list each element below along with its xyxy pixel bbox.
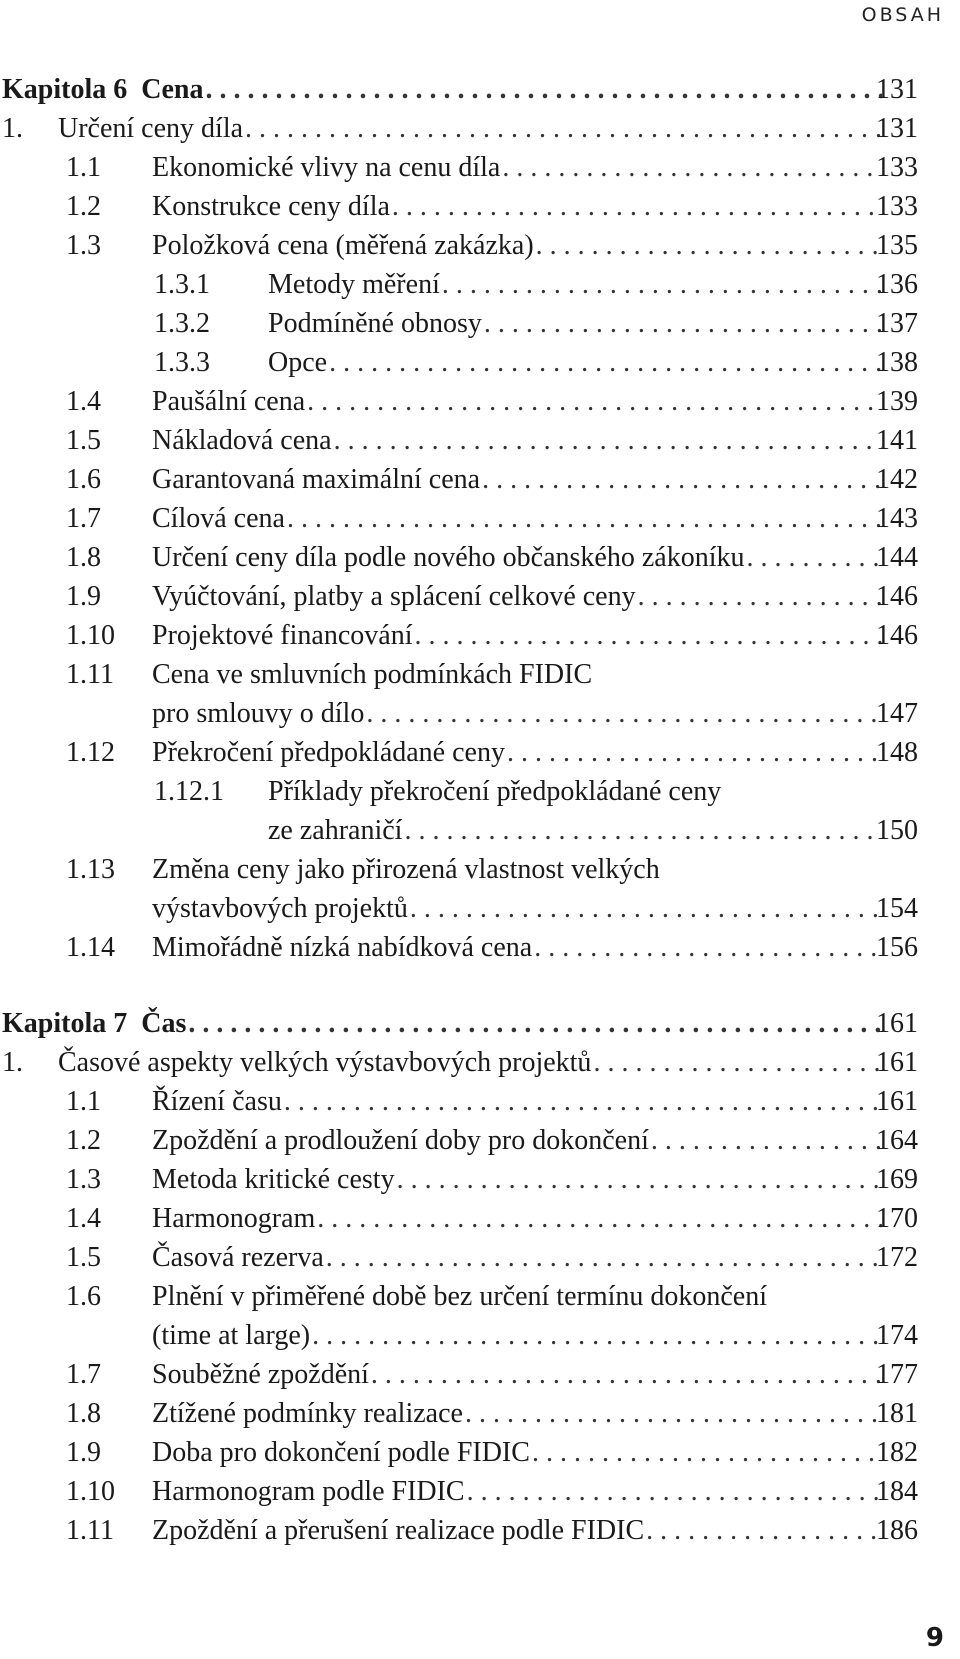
- toc-entry-number: 1.9: [66, 581, 101, 612]
- table-of-contents: [0, 70, 960, 1550]
- toc-page-number: 139: [876, 386, 918, 417]
- toc-chapter-heading[interactable]: [0, 70, 960, 109]
- toc-page-number: 135: [876, 230, 918, 261]
- toc-entry[interactable]: [0, 421, 960, 460]
- toc-page-number: 133: [876, 191, 918, 222]
- toc-entry[interactable]: [0, 1238, 960, 1277]
- toc-entry-number: 1.: [2, 1047, 23, 1078]
- toc-entry[interactable]: [0, 1082, 960, 1121]
- dot-leader: [371, 1355, 882, 1394]
- toc-entry-title: Zpoždění a prodloužení doby pro dokončení: [152, 1125, 649, 1156]
- dot-leader: [532, 1433, 882, 1472]
- toc-entry[interactable]: [0, 733, 960, 772]
- toc-entry[interactable]: [0, 772, 960, 811]
- dot-leader: [317, 1199, 882, 1238]
- toc-entry[interactable]: [0, 1160, 960, 1199]
- dot-leader: [482, 460, 882, 499]
- toc-page-number: 169: [876, 1164, 918, 1195]
- toc-entry-number: 1.: [2, 113, 23, 144]
- toc-entry-number: 1.5: [66, 1242, 101, 1273]
- toc-entry[interactable]: [0, 616, 960, 655]
- toc-page-number: 143: [876, 503, 918, 534]
- toc-entry-title-line: [152, 733, 882, 772]
- toc-page-number: 136: [876, 269, 918, 300]
- toc-entry-number: 1.3: [66, 1164, 101, 1195]
- dot-leader: [467, 1472, 882, 1511]
- toc-entry-title: Položková cena (měřená zakázka): [152, 230, 534, 261]
- toc-entry-title: Projektové financování: [152, 620, 413, 651]
- toc-chapter-title-line: [2, 1004, 882, 1043]
- toc-entry-title-line: [152, 1316, 882, 1355]
- toc-entry-title: Změna ceny jako přirozená vlastnost velkých: [152, 854, 660, 885]
- toc-entry-title: Nákladová cena: [152, 425, 332, 456]
- toc-entry[interactable]: [0, 1433, 960, 1472]
- toc-entry-title: výstavbových projektů: [152, 893, 408, 924]
- toc-entry-continuation: [0, 811, 960, 850]
- toc-entry-title-line: [152, 187, 882, 226]
- toc-entry[interactable]: [0, 1043, 960, 1082]
- dot-leader: [245, 109, 882, 148]
- toc-entry-title: Harmonogram: [152, 1203, 316, 1234]
- toc-page-number: 181: [876, 1398, 918, 1429]
- toc-entry-title: Časové aspekty velkých výstavbových projektů: [58, 1047, 592, 1078]
- toc-entry-title-line: [152, 460, 882, 499]
- toc-entry-title-line: [152, 1238, 882, 1277]
- toc-page-number: 156: [876, 932, 918, 963]
- toc-entry-title: Doba pro dokončení podle FIDIC: [152, 1437, 530, 1468]
- toc-entry-title-line: [152, 382, 882, 421]
- toc-entry[interactable]: [0, 1199, 960, 1238]
- toc-entry-number: 1.4: [66, 1203, 101, 1234]
- chapter-gap: [0, 967, 960, 1004]
- toc-entry-title: pro smlouvy o dílo: [152, 698, 365, 729]
- toc-chapter-heading[interactable]: [0, 1004, 960, 1043]
- toc-page-number: 161: [876, 1086, 918, 1117]
- toc-entry[interactable]: [0, 1121, 960, 1160]
- toc-entry-number: 1.12.1: [154, 776, 224, 807]
- toc-entry-title: Překročení předpokládané ceny: [152, 737, 505, 768]
- toc-page-number: 170: [876, 1203, 918, 1234]
- dot-leader: [326, 1238, 882, 1277]
- toc-page-number: 150: [876, 815, 918, 846]
- toc-entry-title: Plnění v přiměřené době bez určení termínu dokončení: [152, 1281, 768, 1312]
- toc-page-number: 131: [876, 74, 918, 105]
- dot-leader: [536, 226, 882, 265]
- toc-entry[interactable]: [0, 343, 960, 382]
- toc-entry-number: 1.8: [66, 542, 101, 573]
- toc-page-number: 138: [876, 347, 918, 378]
- toc-entry-number: 1.11: [66, 1515, 114, 1546]
- toc-entry-title: Zpoždění a přerušení realizace podle FIDIC: [152, 1515, 645, 1546]
- toc-entry[interactable]: [0, 109, 960, 148]
- toc-entry-number: 1.1: [66, 152, 101, 183]
- toc-entry-title: Cílová cena: [152, 503, 285, 534]
- toc-page-number: 184: [876, 1476, 918, 1507]
- toc-page-number: 154: [876, 893, 918, 924]
- toc-entry-title: Časová rezerva: [152, 1242, 324, 1273]
- chapter-label: Kapitola 6 Cena: [2, 74, 204, 105]
- toc-page-number: 142: [876, 464, 918, 495]
- toc-entry-number: 1.10: [66, 1476, 115, 1507]
- toc-chapter-title-line: [2, 70, 882, 109]
- dot-leader: [392, 187, 882, 226]
- toc-page-number: 146: [876, 581, 918, 612]
- toc-entry-title-line: [152, 889, 882, 928]
- toc-entry-number: 1.13: [66, 854, 115, 885]
- toc-entry-title-line: [58, 109, 882, 148]
- toc-entry[interactable]: [0, 928, 960, 967]
- toc-entry[interactable]: [0, 304, 960, 343]
- toc-entry-number: 1.3.1: [154, 269, 210, 300]
- toc-entry-title-line: [152, 538, 882, 577]
- dot-leader: [638, 577, 882, 616]
- toc-entry-number: 1.6: [66, 464, 101, 495]
- page-number: 9: [925, 1623, 944, 1653]
- toc-page-number: 161: [876, 1047, 918, 1078]
- toc-entry-title-line: [268, 304, 882, 343]
- dot-leader: [410, 889, 882, 928]
- toc-entry-title-line: [152, 850, 882, 889]
- toc-page-number: 137: [876, 308, 918, 339]
- toc-entry-title: Vyúčtování, platby a splácení celkové ceny: [152, 581, 636, 612]
- dot-leader: [534, 928, 882, 967]
- toc-entry-title-line: [152, 577, 882, 616]
- toc-entry-number: 1.6: [66, 1281, 101, 1312]
- dot-leader: [366, 694, 882, 733]
- toc-entry[interactable]: [0, 265, 960, 304]
- toc-page-number: 131: [876, 113, 918, 144]
- toc-entry-title-line: [152, 1355, 882, 1394]
- dot-leader: [312, 1316, 882, 1355]
- toc-entry-title: Metody měření: [268, 269, 440, 300]
- toc-entry-number: 1.3.3: [154, 347, 210, 378]
- toc-entry-title-line: [268, 772, 882, 811]
- toc-entry-title: Garantovaná maximální cena: [152, 464, 481, 495]
- toc-page-number: 186: [876, 1515, 918, 1546]
- toc-entry-title: Konstrukce ceny díla: [152, 191, 390, 222]
- toc-entry[interactable]: [0, 538, 960, 577]
- toc-entry[interactable]: [0, 1394, 960, 1433]
- toc-entry-title-line: [152, 1199, 882, 1238]
- dot-leader: [746, 538, 882, 577]
- dot-leader: [646, 1511, 882, 1550]
- toc-page-number: 148: [876, 737, 918, 768]
- toc-entry[interactable]: [0, 1277, 960, 1316]
- toc-page-number: 146: [876, 620, 918, 651]
- dot-leader: [484, 304, 882, 343]
- toc-entry-title: Souběžné zpoždění: [152, 1359, 369, 1390]
- toc-entry-title-line: [152, 616, 882, 655]
- toc-entry-number: 1.5: [66, 425, 101, 456]
- toc-entry-title: Příklady překročení předpokládané ceny: [268, 776, 722, 807]
- toc-page-number: 172: [876, 1242, 918, 1273]
- toc-entry-title: Ekonomické vlivy na cenu díla: [152, 152, 501, 183]
- toc-entry-title: Opce: [268, 347, 328, 378]
- dot-leader: [334, 421, 882, 460]
- toc-entry-number: 1.2: [66, 1125, 101, 1156]
- toc-entry[interactable]: [0, 850, 960, 889]
- toc-entry-title-line: [152, 928, 882, 967]
- toc-entry-number: 1.12: [66, 737, 115, 768]
- toc-entry-title-line: [152, 694, 882, 733]
- toc-entry-title: Řízení času: [152, 1086, 282, 1117]
- toc-entry-number: 1.11: [66, 659, 114, 690]
- toc-entry-number: 1.4: [66, 386, 101, 417]
- toc-page-number: 144: [876, 542, 918, 573]
- toc-entry-title-line: [152, 1121, 882, 1160]
- toc-entry-title: Určení ceny díla: [58, 113, 244, 144]
- toc-entry-title: (time at large): [152, 1320, 311, 1351]
- toc-entry-title-line: [152, 1160, 882, 1199]
- dot-leader: [507, 733, 882, 772]
- dot-leader: [442, 265, 882, 304]
- dot-leader: [414, 616, 882, 655]
- toc-entry-title: Podmíněné obnosy: [268, 308, 482, 339]
- toc-entry[interactable]: [0, 577, 960, 616]
- toc-entry-title: Harmonogram podle FIDIC: [152, 1476, 465, 1507]
- dot-leader: [404, 811, 882, 850]
- dot-leader: [329, 343, 882, 382]
- running-head: OBSAH: [861, 4, 944, 26]
- toc-entry[interactable]: [0, 499, 960, 538]
- toc-entry-title-line: [58, 1043, 882, 1082]
- toc-entry-title: ze zahraničí: [268, 815, 403, 846]
- toc-entry-title-line: [152, 1394, 882, 1433]
- toc-entry-title-line: [152, 1277, 882, 1316]
- toc-entry-number: 1.3.2: [154, 308, 210, 339]
- toc-entry-number: 1.8: [66, 1398, 101, 1429]
- toc-entry-title-line: [152, 655, 882, 694]
- dot-leader: [287, 499, 882, 538]
- toc-entry-title-line: [152, 226, 882, 265]
- toc-entry[interactable]: [0, 655, 960, 694]
- toc-page-number: 177: [876, 1359, 918, 1390]
- dot-leader: [502, 148, 882, 187]
- toc-entry-continuation: [0, 889, 960, 928]
- toc-entry-title-line: [268, 265, 882, 304]
- toc-entry-title: Metoda kritické cesty: [152, 1164, 395, 1195]
- toc-page-number: 164: [876, 1125, 918, 1156]
- dot-leader: [284, 1082, 882, 1121]
- toc-entry-title: Mimořádně nízká nabídková cena: [152, 932, 533, 963]
- dot-leader: [593, 1043, 882, 1082]
- toc-entry-number: 1.10: [66, 620, 115, 651]
- toc-page-number: 147: [876, 698, 918, 729]
- toc-entry[interactable]: [0, 460, 960, 499]
- toc-entry-title-line: [152, 1472, 882, 1511]
- toc-entry-title-line: [152, 1433, 882, 1472]
- toc-entry-number: 1.7: [66, 1359, 101, 1390]
- dot-leader: [307, 382, 882, 421]
- toc-page-number: 174: [876, 1320, 918, 1351]
- toc-entry[interactable]: [0, 1511, 960, 1550]
- toc-entry-title-line: [152, 1082, 882, 1121]
- toc-entry-title-line: [268, 343, 882, 382]
- dot-leader: [188, 1004, 882, 1043]
- dot-leader: [397, 1160, 882, 1199]
- toc-page-number: 133: [876, 152, 918, 183]
- toc-entry-title-line: [268, 811, 882, 850]
- toc-entry-continuation: [0, 694, 960, 733]
- toc-entry-number: 1.7: [66, 503, 101, 534]
- toc-entry-title: Cena ve smluvních podmínkách FIDIC: [152, 659, 593, 690]
- toc-page-number: 141: [876, 425, 918, 456]
- toc-entry[interactable]: [0, 226, 960, 265]
- toc-entry-number: 1.1: [66, 1086, 101, 1117]
- toc-entry-number: 1.3: [66, 230, 101, 261]
- toc-entry-title-line: [152, 499, 882, 538]
- dot-leader: [651, 1121, 882, 1160]
- toc-entry-number: 1.14: [66, 932, 115, 963]
- chapter-label: Kapitola 7 Čas: [2, 1008, 187, 1039]
- toc-entry-number: 1.9: [66, 1437, 101, 1468]
- toc-entry[interactable]: [0, 148, 960, 187]
- toc-entry-number: 1.2: [66, 191, 101, 222]
- dot-leader: [205, 70, 882, 109]
- toc-entry-title-line: [152, 421, 882, 460]
- toc-page-number: 182: [876, 1437, 918, 1468]
- toc-entry-title: Určení ceny díla podle nového občanského zákoníku: [152, 542, 745, 573]
- toc-page-number: 161: [876, 1008, 918, 1039]
- toc-entry[interactable]: [0, 187, 960, 226]
- toc-entry-title: Ztížené podmínky realizace: [152, 1398, 463, 1429]
- toc-entry[interactable]: [0, 1355, 960, 1394]
- toc-entry-continuation: [0, 1316, 960, 1355]
- dot-leader: [465, 1394, 882, 1433]
- toc-entry-title-line: [152, 1511, 882, 1550]
- toc-entry-title: Paušální cena: [152, 386, 306, 417]
- toc-entry-title-line: [152, 148, 882, 187]
- toc-entry[interactable]: [0, 1472, 960, 1511]
- toc-entry[interactable]: [0, 382, 960, 421]
